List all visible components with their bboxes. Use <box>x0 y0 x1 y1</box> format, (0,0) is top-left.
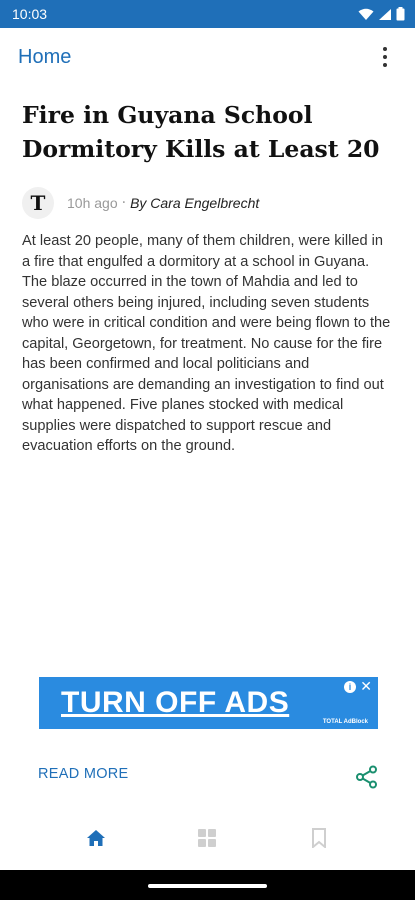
overflow-menu-icon[interactable] <box>373 42 397 72</box>
ad-info-icon[interactable]: i <box>344 681 356 693</box>
battery-icon <box>396 7 405 21</box>
app-bar <box>0 28 415 86</box>
gesture-bar <box>0 870 415 900</box>
bottom-nav <box>0 810 415 866</box>
read-more-button[interactable]: READ MORE <box>38 766 129 782</box>
meta-separator: · <box>121 195 127 211</box>
status-bar <box>0 0 415 28</box>
home-icon <box>86 829 106 847</box>
app-title[interactable]: Home <box>18 45 72 68</box>
signal-icon <box>378 8 392 21</box>
wifi-icon <box>358 8 374 21</box>
status-time: 10:03 <box>12 6 48 22</box>
ad-text[interactable]: TURN OFF ADS <box>61 686 290 719</box>
bookmark-icon <box>311 828 327 848</box>
share-icon[interactable] <box>355 765 379 789</box>
article-time: 10h ago <box>67 195 118 211</box>
ad-banner[interactable] <box>39 677 378 729</box>
nav-bookmark[interactable] <box>305 824 333 852</box>
home-gesture-pill[interactable] <box>148 884 267 888</box>
status-icons <box>358 7 405 21</box>
article-headline: Fire in Guyana School Dormitory Kills at Least 20 <box>22 101 380 163</box>
source-logo: T <box>22 187 54 219</box>
article-meta <box>22 186 392 220</box>
grid-icon <box>197 828 217 848</box>
ad-close-icon[interactable]: ✕ <box>360 679 372 695</box>
ad-brand: TOTAL AdBlock <box>322 719 368 725</box>
article-body: At least 20 people, many of them children, were killed in a fire that engulfed a dormitory at a school in Guyana. The blaze occurred in the town of Mahdia and led to several others being injured, including seven students who were in critical condition and were being flown to the capital, Georgetown, for treatment. No cause for the fire has been confirmed and local politicians and organisations are demanding an investigation to find out what happened. Five planes stocked with medical supplies were dispatched to support rescue and evacuation efforts on the ground. <box>22 233 391 454</box>
nav-home[interactable] <box>82 824 110 852</box>
article-author: By Cara Engelbrecht <box>130 195 260 211</box>
nav-grid[interactable] <box>193 824 221 852</box>
